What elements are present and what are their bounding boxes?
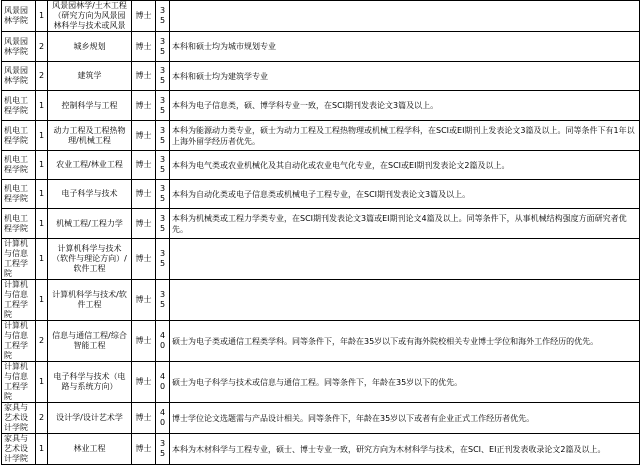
degree-cell: 博士 bbox=[132, 151, 156, 180]
table-body bbox=[2, 1, 640, 465]
requirement-cell: 本科为自动化类或电子信息类或机械电子工程专业，在SCI期刊发表论文3篇及以上。 bbox=[170, 180, 640, 209]
age-cell: 35 bbox=[156, 32, 170, 62]
college-cell: 机电工程学院 bbox=[2, 209, 36, 239]
count-cell: 2 bbox=[36, 32, 48, 62]
college-cell: 家具与艺术设计学院 bbox=[2, 434, 36, 465]
degree-cell: 博士 bbox=[132, 403, 156, 434]
degree-cell: 博士 bbox=[132, 180, 156, 209]
major-cell: 信息与通信工程/综合智能工程 bbox=[48, 321, 132, 362]
age-cell: 35 bbox=[156, 239, 170, 280]
requirement-cell: 本科和硕士均为城市规划专业 bbox=[170, 32, 640, 62]
table-row bbox=[2, 280, 640, 321]
degree-cell: 博士 bbox=[132, 239, 156, 280]
major-cell: 动力工程及工程热物理/机械工程 bbox=[48, 121, 132, 151]
count-cell: 1 bbox=[36, 209, 48, 239]
degree-cell: 博士 bbox=[132, 434, 156, 465]
college-cell: 风景园林学院 bbox=[2, 62, 36, 91]
table-row bbox=[2, 403, 640, 434]
college-cell: 计算机与信息工程学院 bbox=[2, 239, 36, 280]
requirement-cell bbox=[170, 239, 640, 280]
requirement-cell bbox=[170, 1, 640, 32]
count-cell: 2 bbox=[36, 321, 48, 362]
table-row bbox=[2, 32, 640, 62]
degree-cell: 博士 bbox=[132, 321, 156, 362]
age-cell: 35 bbox=[156, 151, 170, 180]
age-cell: 35 bbox=[156, 91, 170, 121]
table-row bbox=[2, 121, 640, 151]
table-row bbox=[2, 151, 640, 180]
degree-cell: 博士 bbox=[132, 362, 156, 403]
college-cell: 计算机与信息工程学院 bbox=[2, 280, 36, 321]
table-row bbox=[2, 321, 640, 362]
degree-cell: 博士 bbox=[132, 280, 156, 321]
requirement-cell: 本科为机械类或工程力学类专业，在SCI期刊发表论文3篇或EI期刊论文4篇及以上。同等条件下，从事机械结构强度方面研究者优先。 bbox=[170, 209, 640, 239]
age-cell: 35 bbox=[156, 209, 170, 239]
requirement-cell: 本科和硕士均为建筑学专业 bbox=[170, 62, 640, 91]
college-cell: 风景园林学院 bbox=[2, 1, 36, 32]
college-cell: 机电工程学院 bbox=[2, 91, 36, 121]
degree-cell: 博士 bbox=[132, 91, 156, 121]
count-cell: 1 bbox=[36, 280, 48, 321]
age-cell: 35 bbox=[156, 180, 170, 209]
college-cell: 计算机与信息工程学院 bbox=[2, 321, 36, 362]
major-cell: 机械工程/工程力学 bbox=[48, 209, 132, 239]
college-cell: 机电工程学院 bbox=[2, 180, 36, 209]
degree-cell: 博士 bbox=[132, 32, 156, 62]
requirement-cell: 硕士为电子类或通信工程类学科。同等条件下，年龄在35岁以下或有海外院校相关专业博士学位和海外工作经历的优先。 bbox=[170, 321, 640, 362]
degree-cell: 博士 bbox=[132, 1, 156, 32]
age-cell: 40 bbox=[156, 362, 170, 403]
table-row bbox=[2, 209, 640, 239]
requirement-cell: 博士学位论文选题需与产品设计相关。同等条件下，年龄在35岁以下或者有企业正式工作经历者优先。 bbox=[170, 403, 640, 434]
count-cell: 1 bbox=[36, 121, 48, 151]
count-cell: 1 bbox=[36, 434, 48, 465]
age-cell: 40 bbox=[156, 321, 170, 362]
requirement-cell: 本科为电气类或农业机械化及其自动化或农业电气化专业，在SCI或EI期刊发表论文2篇及以上。 bbox=[170, 151, 640, 180]
table-row bbox=[2, 1, 640, 32]
count-cell: 1 bbox=[36, 151, 48, 180]
count-cell: 1 bbox=[36, 362, 48, 403]
table-row bbox=[2, 180, 640, 209]
major-cell: 电子科学与技术 bbox=[48, 180, 132, 209]
table-row bbox=[2, 239, 640, 280]
major-cell: 计算机科学与技术（软件与理论方向）/软件工程 bbox=[48, 239, 132, 280]
age-cell: 35 bbox=[156, 1, 170, 32]
recruitment-table bbox=[1, 0, 640, 465]
age-cell: 35 bbox=[156, 280, 170, 321]
requirement-cell: 本科为能源动力类专业，硕士为动力工程及工程热物理或机械工程学科，在SCI或EI期刊上发表论文3篇及以上。同等条件下有1年以上海外留学经历者优先。 bbox=[170, 121, 640, 151]
degree-cell: 博士 bbox=[132, 209, 156, 239]
count-cell: 1 bbox=[36, 180, 48, 209]
major-cell: 风景园林学/土木工程（研究方向为风景园林科学与技术或风景 bbox=[48, 1, 132, 32]
table-row bbox=[2, 91, 640, 121]
requirement-cell: 本科为木材科学与工程专业，硕士、博士专业一致，研究方向为木材科学与技术，在SCI、EI正刊发表收录论文2篇及以上。 bbox=[170, 434, 640, 465]
age-cell: 35 bbox=[156, 121, 170, 151]
college-cell: 机电工程学院 bbox=[2, 121, 36, 151]
major-cell: 控制科学与工程 bbox=[48, 91, 132, 121]
major-cell: 建筑学 bbox=[48, 62, 132, 91]
college-cell: 机电工程学院 bbox=[2, 151, 36, 180]
age-cell: 35 bbox=[156, 62, 170, 91]
requirement-cell: 本科为电子信息类，硕、博学科专业一致，在SCI期刊发表论文3篇及以上。 bbox=[170, 91, 640, 121]
requirement-cell: 硕士为电子科学与技术或信息与通信工程。同等条件下，年龄在35岁以下的优先。 bbox=[170, 362, 640, 403]
major-cell: 农业工程/林业工程 bbox=[48, 151, 132, 180]
table-row bbox=[2, 362, 640, 403]
college-cell: 家具与艺术设计学院 bbox=[2, 403, 36, 434]
table-row bbox=[2, 434, 640, 465]
count-cell: 1 bbox=[36, 1, 48, 32]
table-row bbox=[2, 62, 640, 91]
count-cell: 2 bbox=[36, 62, 48, 91]
major-cell: 设计学/设计艺术学 bbox=[48, 403, 132, 434]
age-cell: 40 bbox=[156, 403, 170, 434]
age-cell: 35 bbox=[156, 434, 170, 465]
requirement-cell bbox=[170, 280, 640, 321]
major-cell: 城乡规划 bbox=[48, 32, 132, 62]
college-cell: 风景园林学院 bbox=[2, 32, 36, 62]
major-cell: 计算机科学与技术/软件工程 bbox=[48, 280, 132, 321]
degree-cell: 博士 bbox=[132, 62, 156, 91]
count-cell: 1 bbox=[36, 239, 48, 280]
count-cell: 1 bbox=[36, 91, 48, 121]
major-cell: 电子科学与技术（电路与系统方向） bbox=[48, 362, 132, 403]
college-cell: 计算机与信息工程学院 bbox=[2, 362, 36, 403]
major-cell: 林业工程 bbox=[48, 434, 132, 465]
count-cell: 2 bbox=[36, 403, 48, 434]
degree-cell: 博士 bbox=[132, 121, 156, 151]
